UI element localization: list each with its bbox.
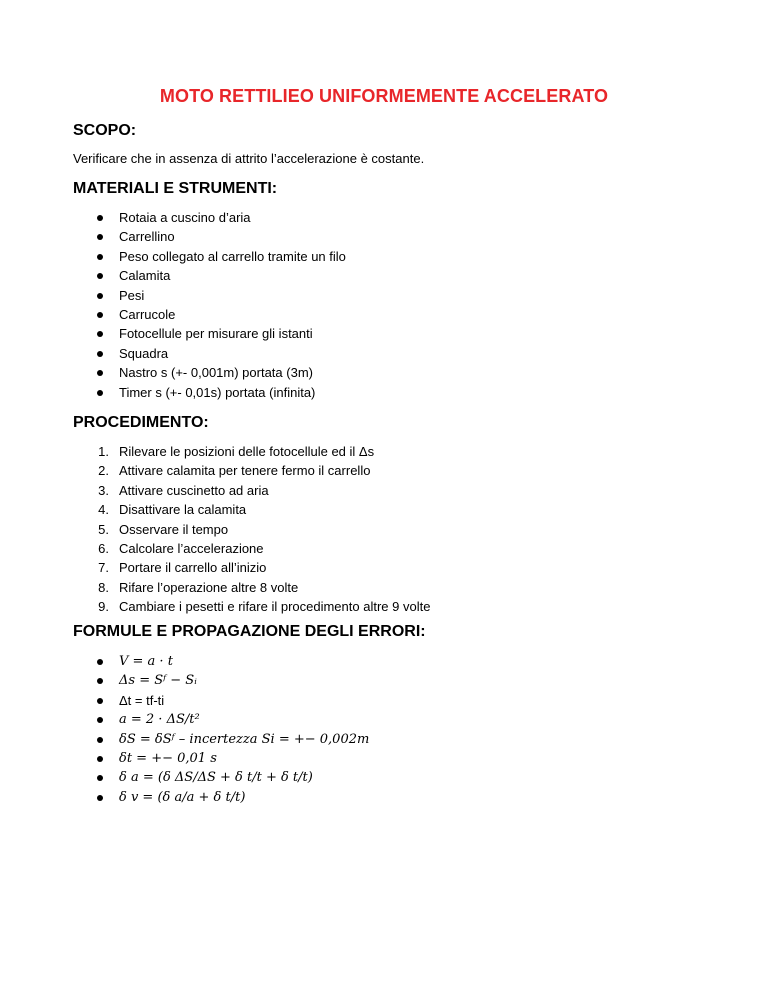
formula-item: V = a · t — [73, 652, 693, 671]
list-item: 7. Portare il carrello all’inizio — [98, 560, 267, 576]
formula-item: Δt = tf-ti — [73, 691, 693, 710]
list-item: Calamita — [73, 266, 693, 285]
formula-item: δ a = (δ ΔS/ΔS + δ t/t + δ t/t) — [73, 768, 693, 787]
formule-list — [73, 652, 693, 807]
formula-item: δt = +− 0,01 s — [73, 749, 693, 768]
procedimento-list — [73, 442, 693, 617]
list-item: 9. Cambiare i pesetti e rifare il procedimento altre 9 volte — [98, 599, 431, 615]
document-title: MOTO RETTILIEO UNIFORMEMENTE ACCELERATO — [159, 86, 609, 106]
procedimento-heading: PROCEDIMENTO: — [73, 414, 209, 431]
list-item: 6. Calcolare l’accelerazione — [98, 540, 264, 556]
list-item: 3. Attivare cuscinetto ad aria — [98, 482, 269, 498]
list-item: Nastro s (+- 0,001m) portata (3m) — [73, 363, 693, 382]
formula-item: Δs = Sᶠ − Sᵢ — [73, 671, 693, 690]
list-item: Pesi — [73, 286, 693, 305]
list-item: 5. Osservare il tempo — [98, 521, 229, 537]
scopo-text: Verificare che in assenza di attrito l’accelerazione è costante. — [73, 151, 425, 166]
list-item: Carrucole — [73, 305, 693, 324]
list-item: Squadra — [73, 344, 693, 363]
formula-item: δS = δSᶠ – incertezza Si = +− 0,002m — [73, 730, 693, 749]
list-item: 4. Disattivare la calamita — [98, 502, 247, 518]
list-item: Rotaia a cuscino d’aria — [73, 208, 693, 227]
list-item: Peso collegato al carrello tramite un filo — [73, 247, 693, 266]
list-item: 1. Rilevare le posizioni delle fotocellule ed il Δs — [98, 444, 375, 459]
list-item: Fotocellule per misurare gli istanti — [73, 324, 693, 343]
formula-item: a = 2 · ΔS/t² — [73, 710, 693, 729]
list-item: 2. Attivare calamita per tenere fermo il carrello — [98, 463, 371, 479]
materiali-heading: MATERIALI E STRUMENTI: — [73, 180, 278, 197]
materiali-list — [73, 208, 693, 402]
formule-heading: FORMULE E PROPAGAZIONE DEGLI ERRORI: — [73, 623, 426, 640]
list-item: 8. Rifare l’operazione altre 8 volte — [98, 579, 299, 595]
scopo-heading: SCOPO: — [73, 122, 137, 139]
list-item: Carrellino — [73, 227, 693, 246]
formula-item: δ v = (δ a/a + δ t/t) — [73, 788, 693, 807]
list-item: Timer s (+- 0,01s) portata (infinita) — [73, 383, 693, 402]
